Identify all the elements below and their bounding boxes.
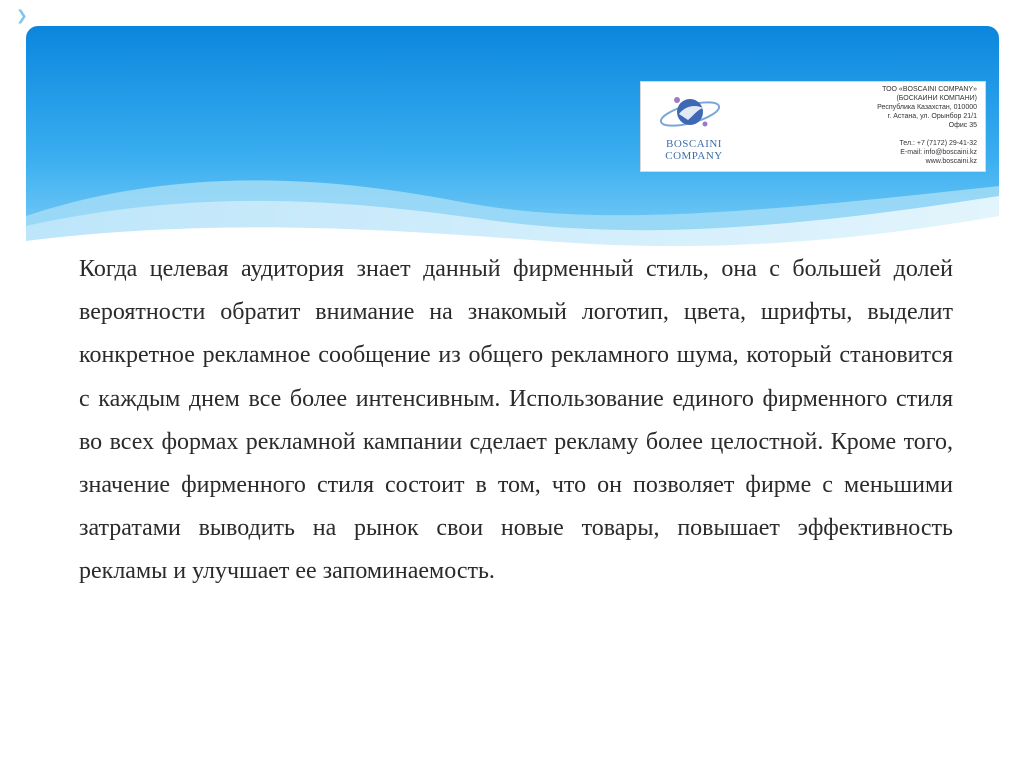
logo-website: www.boscaini.kz: [925, 158, 977, 165]
logo-info-line: (БОСКАИНИ КОМПАНИ): [896, 95, 977, 102]
logo-info-line: Республика Казахстан, 010000: [877, 104, 977, 111]
logo-info-line: г. Астана, ул. Орынбор 21/1: [887, 113, 977, 120]
logo-email: E-mail: info@boscaini.kz: [900, 149, 977, 156]
logo-phone: Тел.: +7 (7172) 29-41-32: [899, 140, 977, 147]
company-logo-card: [640, 81, 986, 172]
nav-arrow-icon[interactable]: ❯: [16, 8, 28, 24]
logo-info-line: Офис 35: [948, 122, 977, 129]
logo-emblem-icon: [655, 88, 725, 138]
logo-brand-name: BOSCAINI COMPANY: [665, 138, 723, 162]
logo-info-line: ТОО «BOSCAINI COMPANY»: [882, 86, 977, 93]
logo-contact-block: [777, 85, 977, 166]
body-paragraph: Когда целевая аудитория знает данный фирменный стиль, она с большей долей вероятности обратит внимание на знакомый логотип, цвета, шрифты, выделит конкретное рекламное сообщение из общего рекламного шума, который становится с каждым днем все более интенсивным. Использование единого фирменного стиля во всех формах рекламной кампании сделает рекламу более целостной. Кроме того, значение фирменного стиля состоит в том, что он позволяет фирме с меньшими затратами выводить на рынок свои новые товары, повышает эффективность рекламы и улучшает ее запоминаемость.: [79, 256, 953, 585]
